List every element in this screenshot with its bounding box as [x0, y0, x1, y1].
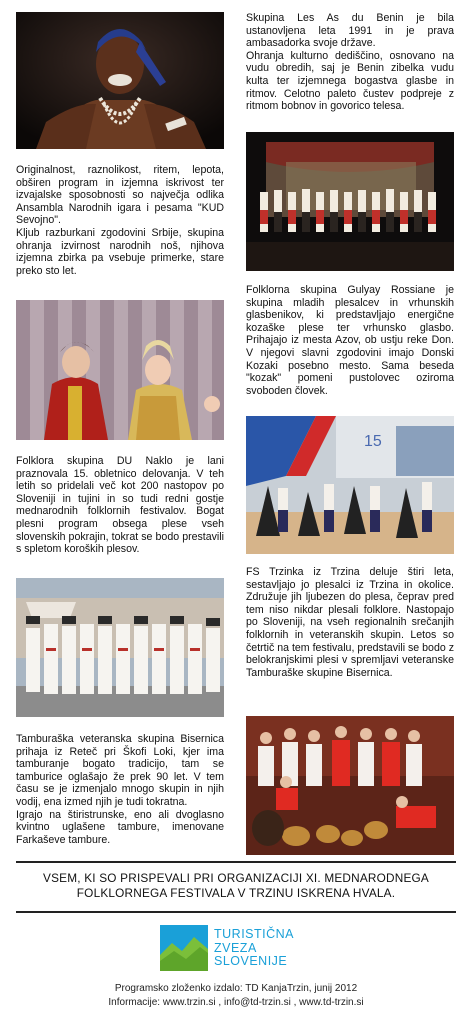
- text-kud-sevojno: [16, 164, 224, 277]
- paragraph: Ohranja kulturno dediščino, osnovano na vudu obredih, saj je Benin zibelka vudu kulta ter izjemnega bogastva glasbe in ritmov. Celotno paleto čustev podpreje z ritmom bobnov in govorico telesa.: [246, 49, 454, 113]
- divider-bottom: [16, 911, 456, 913]
- photo-kud-stage: [246, 132, 454, 271]
- thanks-line: VSEM, KI SO PRISPEVALI PRI ORGANIZACIJI XI. MEDNARODNEGA: [43, 871, 429, 885]
- paragraph: Kljub razburkani zgodovini Srbije, skupina ohranja izvirnost narodnih noš, njihova izjemna zbirka pa vsebuje primerke, stare preko sto let.: [16, 226, 224, 277]
- photo-naklo-dancers: [246, 416, 454, 554]
- banner-number: 15: [364, 433, 382, 450]
- photo-trzinka-group: [16, 578, 224, 717]
- logo-text: [214, 928, 294, 969]
- footer-publisher: Programsko zloženko izdalo: TD KanjaTrzin, junij 2012: [114, 983, 358, 994]
- footer-info: Informacije: www.trzin.si , info@td-trzin.si , www.td-trzin.si: [108, 997, 364, 1008]
- photo-bisernica-musicians: [246, 716, 454, 855]
- text-gulyay-rossiane: [246, 284, 454, 397]
- paragraph: Igrajo na štiristrunske, eno ali dvoglasno kvintno uglašene tambure, imenovane Farkaševe tambure.: [16, 808, 224, 846]
- paragraph: Tamburaška veteranska skupina Bisernica prihaja iz Reteč pri Škofi Loki, kjer ima tamburanje bogato tradicijo, tam se tamburice oglašajo že prek 90 let. V tem času se je izmenjalo mnogo skupin in njih vodij, ena izmed njih je tudi tokratna.: [16, 733, 224, 808]
- text-bisernica: [16, 733, 224, 846]
- text-du-naklo: [16, 455, 224, 556]
- paragraph: Folklorna skupina Gulyay Rossiane je skupina mladih plesalcev in vrhunskih glasbenikov, ki predstavljajo energične kozaške plese ter vrhunsko glasbo. Prihajajo iz mesta Azov, ob ustju reke Don. V njegovi slavni zgodovini imajo Donski Kozaki posebno mesto. Sama beseda "kozak" pomeni pustolovec oziroma svoboden človek.: [246, 284, 454, 397]
- photo-benin-dancer: [16, 12, 224, 149]
- photo-gulyay-couple: [16, 300, 224, 440]
- thanks-line: FOLKLORNEGA FESTIVALA V TRZINU ISKRENA HVALA.: [76, 886, 396, 900]
- thanks-message: [16, 871, 456, 901]
- paragraph: Folklora skupina DU Naklo je lani praznovala 15. obletnico delovanja. V teh letih so pridelali več kot 200 nastopov po Sloveniji in tujini in so tudi redni gostje mednarodnih folklornih festivalov. Bogat plesni program obsega plese vseh slovenskih pokrajin, tokrat se bodo prestavili s spletom koroških plesov.: [16, 455, 224, 556]
- paragraph: Skupina Les As du Benin je bila ustanovljena leta 1991 in je prava ambasadorka svoje države.: [246, 12, 454, 50]
- logo-line: TURISTIČNA: [214, 927, 294, 941]
- logo-line: SLOVENIJE: [214, 954, 288, 968]
- logo-line: ZVEZA: [214, 940, 257, 955]
- text-benin: [246, 12, 454, 113]
- divider-top: [16, 861, 456, 863]
- paragraph: Originalnost, raznolikost, ritem, lepota, obširen program in izjemna iskrivost ter izvajalske sposobnosti so največja odlika Ansambla Narodnih igara i pesama "KUD Sevojno".: [16, 164, 224, 227]
- paragraph: FS Trzinka iz Trzina deluje štiri leta, sestavljajo jo plesalci iz Trzina in okolice. Združuje jih ljubezen do plesa, čeprav pred tem niso nikdar plesali folklore. Nastopajo po Sloveniji, na vseh regionalnih srečanjih folklornih in veteranskih skupin. Letos so četrtič na tem festivalu, predstavili se bodo z belokranjskimi plesi v spremljavi veteranske Tamburaške skupine Bisernica.: [246, 566, 454, 679]
- logo-turisticna-zveza: [160, 925, 320, 971]
- text-fs-trzinka: [246, 566, 454, 679]
- mountain-logo-icon: [160, 925, 208, 971]
